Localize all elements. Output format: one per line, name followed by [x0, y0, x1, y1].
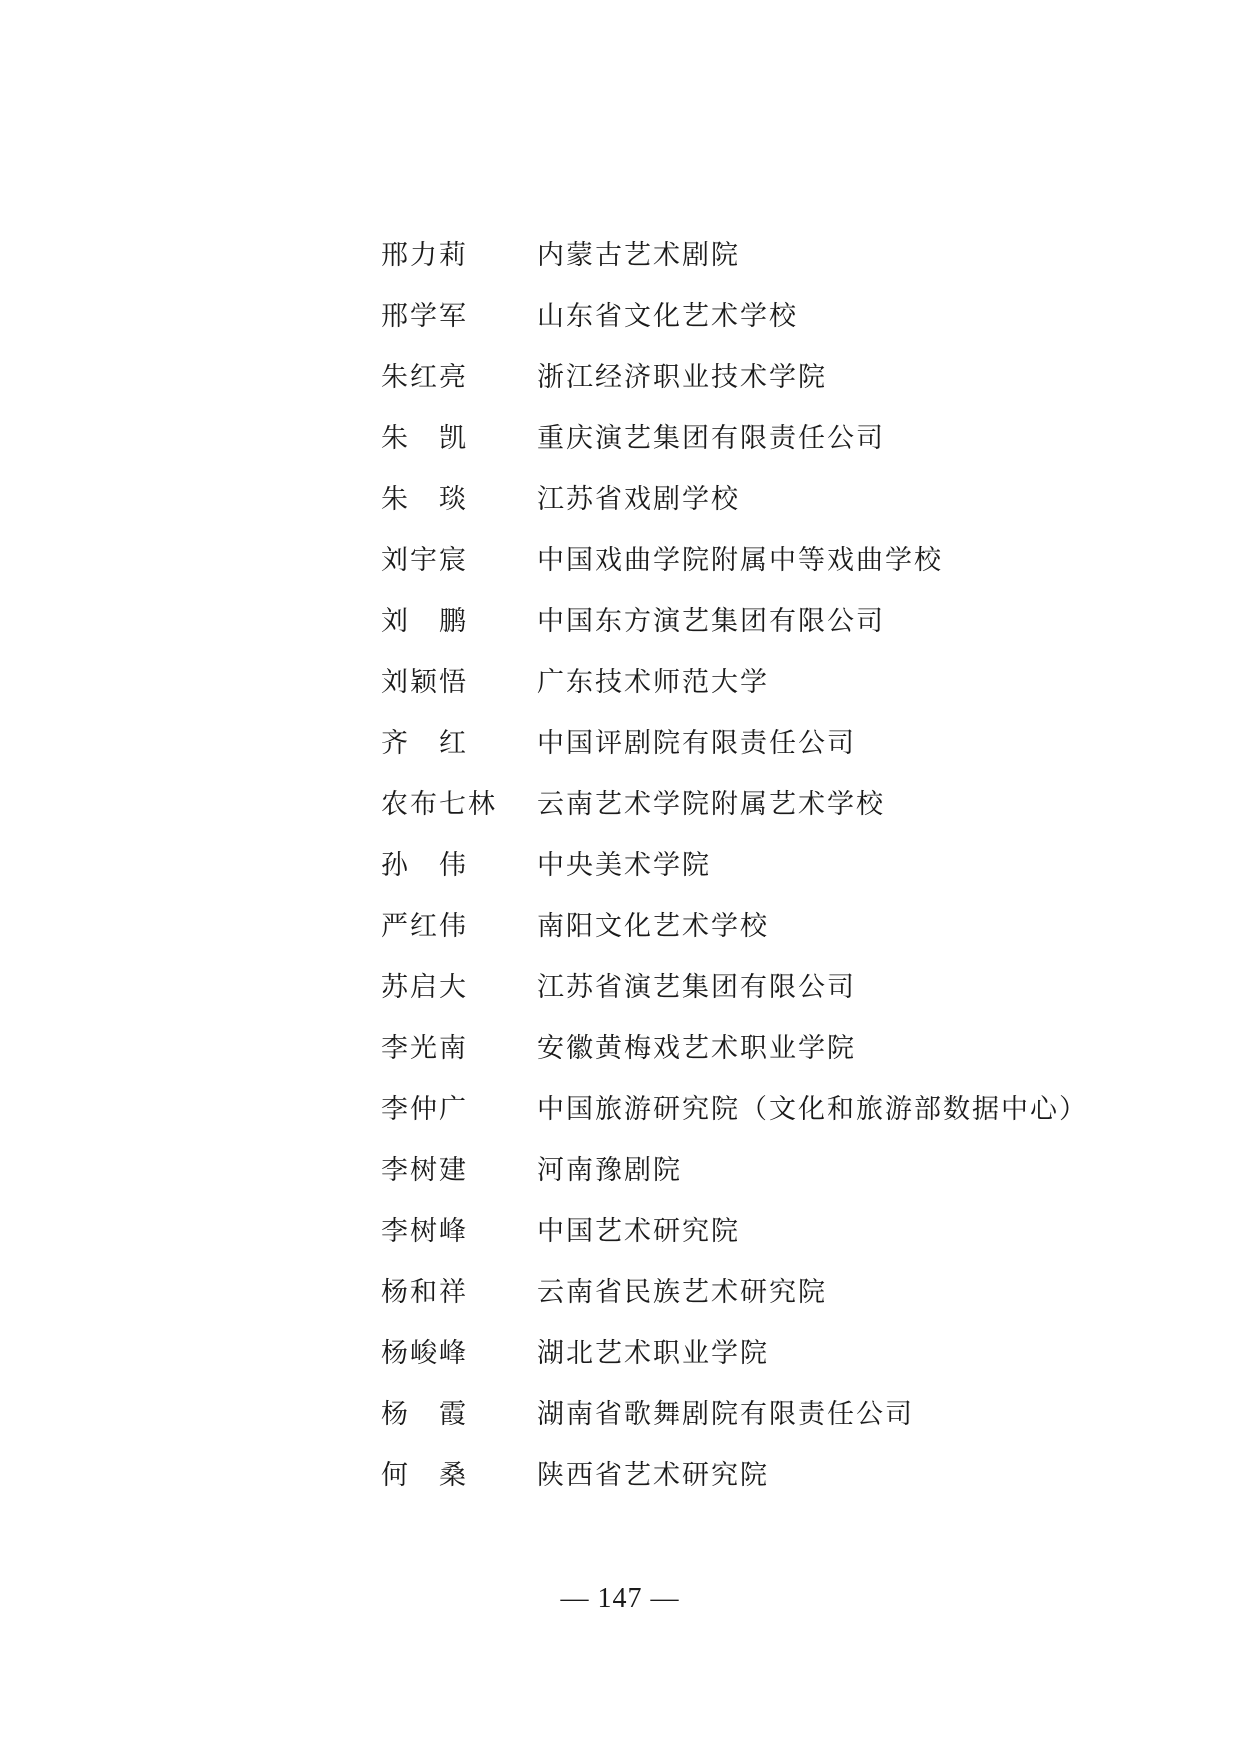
person-name: 朱 琰 — [381, 484, 468, 515]
organization: 中央美术学院 — [537, 850, 711, 881]
list-item — [381, 1381, 1161, 1442]
organization: 湖北艺术职业学院 — [537, 1338, 769, 1369]
list-item — [381, 1137, 1161, 1198]
person-name: 杨 霞 — [381, 1399, 468, 1430]
list-item — [381, 649, 1161, 710]
person-name: 朱 凯 — [381, 423, 468, 454]
person-name: 李仲广 — [381, 1094, 468, 1125]
person-name: 朱红亮 — [381, 362, 468, 393]
list-item — [381, 954, 1161, 1015]
organization: 中国旅游研究院（文化和旅游部数据中心） — [537, 1094, 1088, 1125]
organization: 江苏省戏剧学校 — [537, 484, 740, 515]
organization: 云南省民族艺术研究院 — [537, 1277, 827, 1308]
person-name: 邢力莉 — [381, 240, 468, 271]
organization: 浙江经济职业技术学院 — [537, 362, 827, 393]
list-item — [381, 832, 1161, 893]
list-item — [381, 283, 1161, 344]
organization: 中国评剧院有限责任公司 — [537, 728, 856, 759]
organization: 云南艺术学院附属艺术学校 — [537, 789, 885, 820]
name-list — [381, 222, 1161, 1503]
list-item — [381, 466, 1161, 527]
list-item — [381, 527, 1161, 588]
list-item — [381, 1259, 1161, 1320]
organization: 安徽黄梅戏艺术职业学院 — [537, 1033, 856, 1064]
person-name: 李树峰 — [381, 1216, 468, 1247]
person-name: 杨峻峰 — [381, 1338, 468, 1369]
list-item — [381, 588, 1161, 649]
list-item — [381, 771, 1161, 832]
person-name: 杨和祥 — [381, 1277, 468, 1308]
organization: 南阳文化艺术学校 — [537, 911, 769, 942]
list-item — [381, 344, 1161, 405]
organization: 广东技术师范大学 — [537, 667, 769, 698]
list-item — [381, 1015, 1161, 1076]
organization: 中国戏曲学院附属中等戏曲学校 — [537, 545, 943, 576]
organization: 山东省文化艺术学校 — [537, 301, 798, 332]
list-item — [381, 1320, 1161, 1381]
person-name: 农布七林 — [381, 789, 497, 820]
person-name: 邢学军 — [381, 301, 468, 332]
list-item — [381, 1442, 1161, 1503]
list-item — [381, 893, 1161, 954]
list-item — [381, 1076, 1161, 1137]
organization: 重庆演艺集团有限责任公司 — [537, 423, 885, 454]
list-item — [381, 710, 1161, 771]
organization: 江苏省演艺集团有限公司 — [537, 972, 856, 1003]
list-item — [381, 222, 1161, 283]
person-name: 齐 红 — [381, 728, 468, 759]
list-item — [381, 405, 1161, 466]
organization: 湖南省歌舞剧院有限责任公司 — [537, 1399, 914, 1430]
person-name: 苏启大 — [381, 972, 468, 1003]
person-name: 严红伟 — [381, 911, 468, 942]
person-name: 李光南 — [381, 1033, 468, 1064]
person-name: 孙 伟 — [381, 850, 468, 881]
list-item — [381, 1198, 1161, 1259]
organization: 河南豫剧院 — [537, 1155, 682, 1186]
person-name: 刘宇宸 — [381, 545, 468, 576]
organization: 中国艺术研究院 — [537, 1216, 740, 1247]
page-number: — 147 — — [560, 1583, 680, 1614]
person-name: 李树建 — [381, 1155, 468, 1186]
person-name: 刘 鹏 — [381, 606, 468, 637]
organization: 陕西省艺术研究院 — [537, 1460, 769, 1491]
organization: 中国东方演艺集团有限公司 — [537, 606, 885, 637]
person-name: 刘颖悟 — [381, 667, 468, 698]
organization: 内蒙古艺术剧院 — [537, 240, 740, 271]
person-name: 何 桑 — [381, 1460, 468, 1491]
